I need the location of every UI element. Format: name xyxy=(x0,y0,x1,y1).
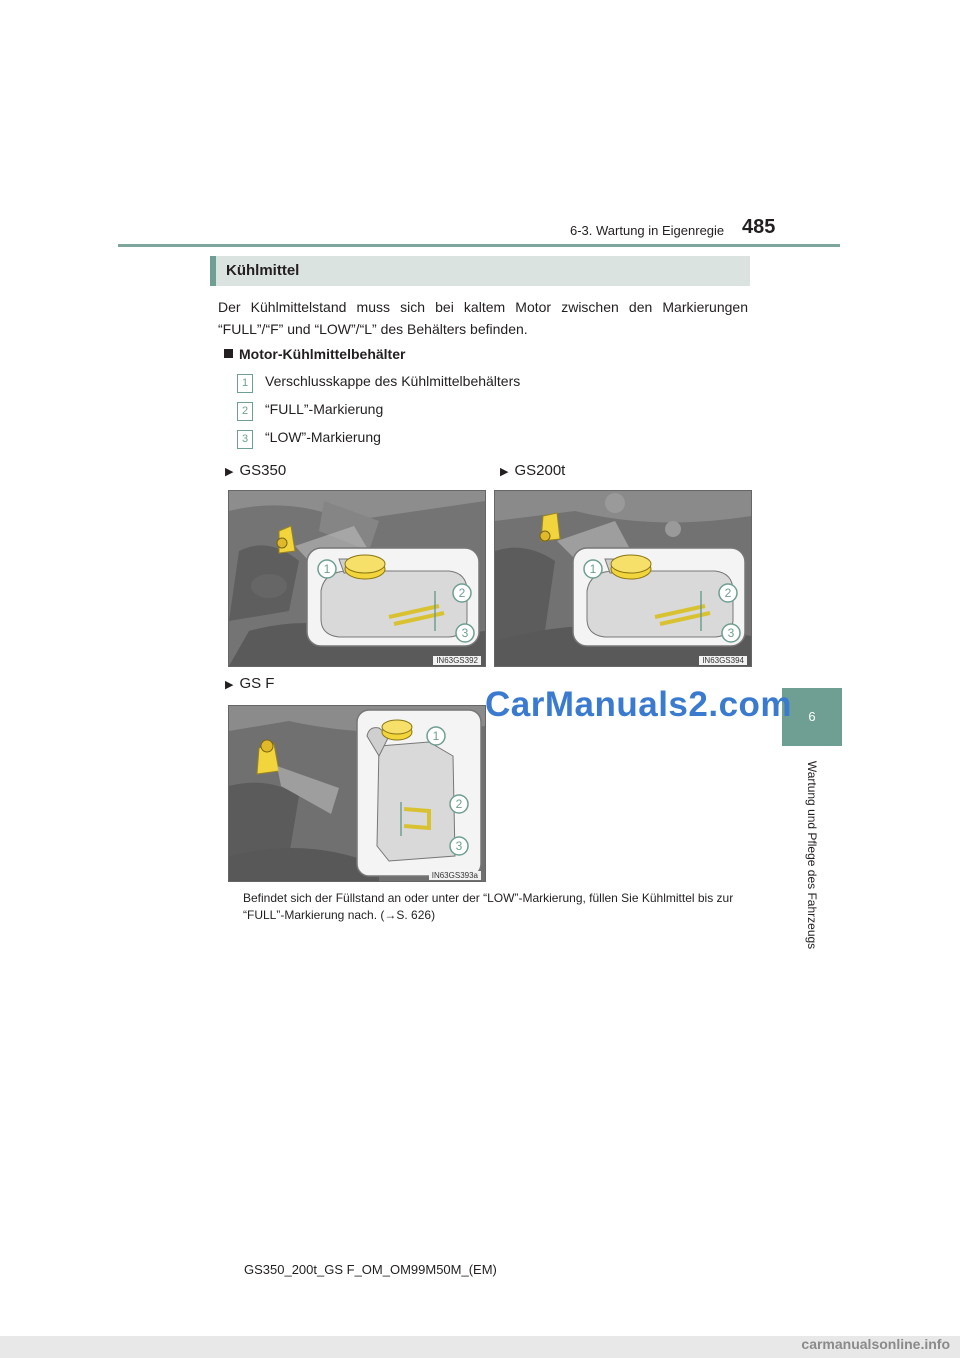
header-divider xyxy=(118,244,840,247)
figure-code: IN63GS392 xyxy=(433,656,481,665)
chapter-label xyxy=(770,760,854,950)
callout-text: “LOW”-Markierung xyxy=(265,429,381,445)
footer-doc-code: GS350_200t_GS F_OM_OM99M50M_(EM) xyxy=(244,1262,497,1277)
square-bullet-icon xyxy=(224,349,233,358)
sub-heading xyxy=(224,346,405,362)
figure-label: 2 xyxy=(724,586,732,600)
callout-item xyxy=(237,429,381,449)
model-label-gsf xyxy=(225,675,274,692)
figure-label: 3 xyxy=(461,626,469,640)
figure-label: 1 xyxy=(323,562,331,576)
figure-gs350 xyxy=(228,490,486,667)
engine-bay-illustration xyxy=(229,706,485,881)
callout-number: 2 xyxy=(237,402,253,421)
triangle-bullet-icon: ▶ xyxy=(500,466,509,478)
model-label-text: GS F xyxy=(239,675,275,692)
triangle-bullet-icon: ▶ xyxy=(225,466,234,478)
section-accent xyxy=(210,256,216,286)
figure-label: 1 xyxy=(589,562,597,576)
header-section-title: 6-3. Wartung in Eigenregie xyxy=(570,223,725,238)
figure-gs200t xyxy=(494,490,752,667)
figure-label: 2 xyxy=(455,797,463,811)
sub-heading-text: Motor-Kühlmittelbehälter xyxy=(239,346,406,362)
section-heading-bar xyxy=(210,256,750,286)
note-paragraph: Befindet sich der Füllstand an oder unter der “LOW”-Markierung, füllen Sie Kühlmittel bis zur “FULL”-Markierung nach. (→S. 626) xyxy=(243,891,734,922)
figure-label: 3 xyxy=(455,839,463,853)
triangle-bullet-icon: ▶ xyxy=(225,679,234,691)
intro-paragraph: Der Kühlmittelstand muss sich bei kaltem Motor zwischen den Markierungen “FULL”/“F” und “LOW”/“L” des Behälters befinden. xyxy=(218,299,748,337)
callout-item xyxy=(237,373,520,393)
model-label-gs350 xyxy=(225,462,286,479)
bottom-watermark: carmanualsonline.info xyxy=(801,1336,950,1352)
callout-number: 3 xyxy=(237,430,253,449)
figure-label: 3 xyxy=(727,626,735,640)
figure-label: 1 xyxy=(432,729,440,743)
callout-number: 1 xyxy=(237,374,253,393)
callout-text: “FULL”-Markierung xyxy=(265,401,384,417)
figure-code: IN63GS393a xyxy=(429,871,481,880)
callout-text: Verschlusskappe des Kühlmittelbehälters xyxy=(265,373,521,389)
engine-bay-illustration xyxy=(495,491,751,666)
figure-label: 2 xyxy=(458,586,466,600)
chapter-label-text: Wartung und Pflege des Fahrzeugs xyxy=(805,760,819,950)
watermark: CarManuals2.com xyxy=(485,685,793,724)
callout-item xyxy=(237,401,383,421)
section-title: Kühlmittel xyxy=(226,262,300,279)
chapter-tab: 6 xyxy=(782,688,842,746)
model-label-text: GS350 xyxy=(239,462,287,479)
figure-gsf xyxy=(228,705,486,882)
engine-bay-illustration xyxy=(229,491,485,666)
page-number: 485 xyxy=(742,216,776,238)
model-label-gs200t xyxy=(500,462,565,479)
model-label-text: GS200t xyxy=(514,462,566,479)
figure-code: IN63GS394 xyxy=(699,656,747,665)
